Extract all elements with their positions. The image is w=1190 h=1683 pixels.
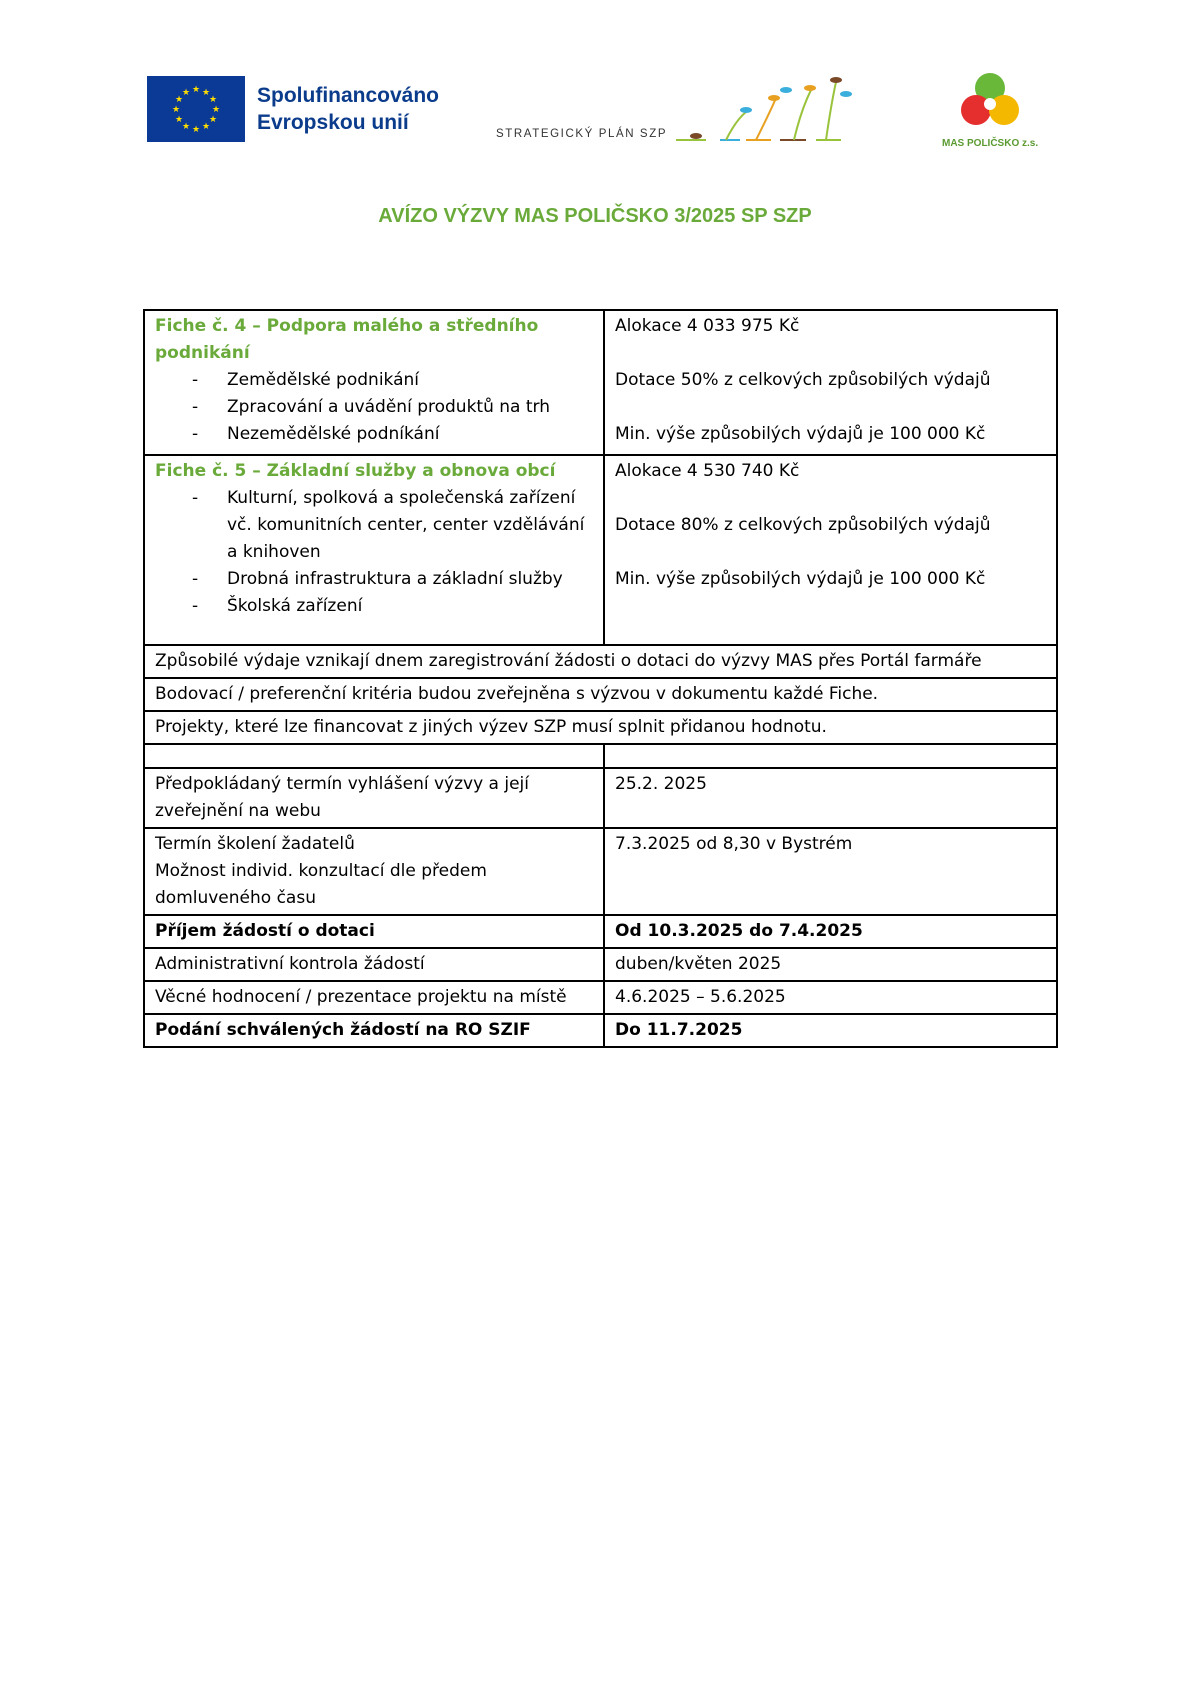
fiche4-description [144, 310, 604, 455]
svg-text:★: ★ [174, 95, 184, 105]
mas-logo-text: MAS POLIČSKO z.s. [942, 138, 1039, 149]
fiche5-heading: Fiche č. 5 – Základní služby a obnova obcí [155, 461, 556, 481]
schedule-label [144, 828, 604, 915]
note-row [144, 645, 1057, 678]
fiche5-alokace: Alokace 4 530 740 Kč [615, 461, 800, 481]
mas-circles-icon [956, 70, 1026, 132]
fiche5-dotace: Dotace 80% z celkových způsobilých výdajů [615, 515, 991, 535]
fiche4-items [155, 367, 593, 448]
schedule-value: 4.6.2025 – 5.6.2025 [604, 981, 1057, 1014]
schedule-label-line: Možnost individ. konzultací dle předem domluveného času [155, 861, 487, 908]
fiche4-dotace: Dotace 50% z celkových způsobilých výdajů [615, 370, 991, 390]
eu-logo-text [257, 82, 439, 136]
szp-logo-text: STRATEGICKÝ PLÁN SZP [496, 128, 668, 140]
list-item: - Zpracování a uvádění produktů na trh [155, 394, 593, 421]
fiche5-row [144, 455, 1057, 645]
svg-text:★: ★ [208, 115, 218, 125]
note-row [144, 711, 1057, 744]
fiche5-description [144, 455, 604, 645]
szp-logo [496, 66, 866, 156]
fiche4-row [144, 310, 1057, 455]
svg-text:★: ★ [191, 125, 201, 135]
schedule-value: Do 11.7.2025 [604, 1014, 1057, 1047]
schedule-label-line: Termín školení žadatelů [155, 834, 355, 854]
note-cell: Projekty, které lze financovat z jiných výzev SZP musí splnit přidanou hodnotu. [144, 711, 1057, 744]
note-cell: Bodovací / preferenční kritéria budou zveřejněna s výzvou v dokumentu každé Fiche. [144, 678, 1057, 711]
schedule-label: Věcné hodnocení / prezentace projektu na místě [144, 981, 604, 1014]
fiche4-alokace: Alokace 4 033 975 Kč [615, 316, 800, 336]
eu-flag-icon [147, 76, 245, 142]
svg-text:★: ★ [201, 88, 211, 98]
schedule-label: Předpokládaný termín vyhlášení výzvy a její zveřejnění na webu [144, 768, 604, 828]
svg-text:★: ★ [191, 85, 201, 95]
schedule-value: 7.3.2025 od 8,30 v Bystrém [604, 828, 1057, 915]
eu-cofinanced-logo [147, 76, 497, 142]
fiche4-financing [604, 310, 1057, 455]
fiche4-min: Min. výše způsobilých výdajů je 100 000 Kč [615, 424, 986, 444]
eu-logo-line1: Spolufinancováno [257, 84, 440, 107]
svg-text:★: ★ [181, 88, 191, 98]
schedule-label: Podání schválených žádostí na RO SZIF [144, 1014, 604, 1047]
list-item: - Školská zařízení [155, 593, 593, 620]
schedule-label: Příjem žádostí o dotaci [144, 915, 604, 948]
schedule-value: duben/květen 2025 [604, 948, 1057, 981]
schedule-row [144, 768, 1057, 828]
svg-text:★: ★ [181, 122, 191, 132]
svg-text:★: ★ [201, 122, 211, 132]
page-title: AVÍZO VÝZVY MAS POLIČSKO 3/2025 SP SZP [378, 205, 812, 227]
fiche5-items [155, 485, 593, 620]
svg-text:★: ★ [208, 95, 218, 105]
schedule-row [144, 828, 1057, 915]
svg-text:★: ★ [174, 115, 184, 125]
note-row [144, 678, 1057, 711]
schedule-row [144, 948, 1057, 981]
empty-cell [604, 744, 1057, 768]
schedule-value: 25.2. 2025 [604, 768, 1057, 828]
szp-plants-icon [676, 70, 856, 146]
empty-cell [144, 744, 604, 768]
empty-row [144, 744, 1057, 768]
note-cell: Způsobilé výdaje vznikají dnem zaregistrování žádosti o dotaci do výzvy MAS přes Portál farmáře [144, 645, 1057, 678]
eu-logo-line2: Evropskou unií [257, 111, 409, 134]
schedule-row [144, 1014, 1057, 1047]
svg-text:★: ★ [211, 105, 221, 115]
fiche5-min: Min. výše způsobilých výdajů je 100 000 Kč [615, 569, 986, 589]
fiche5-financing [604, 455, 1057, 645]
schedule-label: Administrativní kontrola žádostí [144, 948, 604, 981]
header-logos [0, 66, 1190, 156]
schedule-row [144, 915, 1057, 948]
schedule-value: Od 10.3.2025 do 7.4.2025 [604, 915, 1057, 948]
fiche4-heading: Fiche č. 4 – Podpora malého a středního podnikání [155, 316, 539, 363]
list-item: - Kulturní, spolková a společenská zařízení vč. komunitních center, center vzdělávání a knihoven [155, 485, 593, 566]
schedule-row [144, 981, 1057, 1014]
mas-policsko-logo [938, 70, 1048, 160]
call-table [143, 309, 1058, 1048]
list-item: - Zemědělské podnikání [155, 367, 593, 394]
list-item: - Nezemědělské podníkání [155, 421, 593, 448]
svg-text:★: ★ [171, 105, 181, 115]
list-item: - Drobná infrastruktura a základní služby [155, 566, 593, 593]
